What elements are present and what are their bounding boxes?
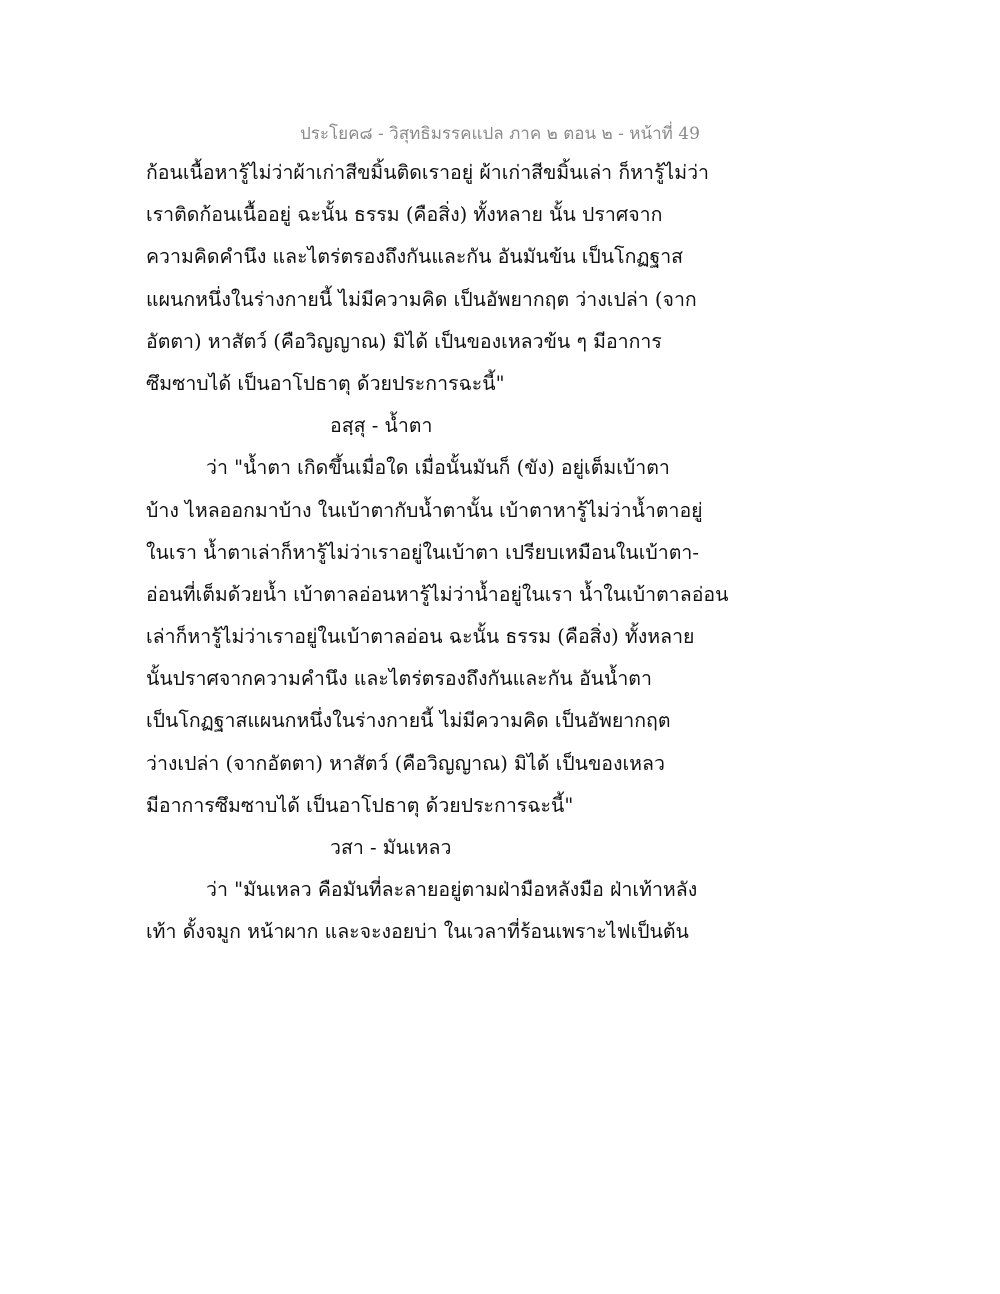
text-line: มีอาการซึมซาบได้ เป็นอาโปธาตุ ด้วยประการฉะนี้" xyxy=(146,793,574,817)
paragraph-tears xyxy=(146,447,729,827)
text-line: นั้นปราศจากความคำนึง และไตร่ตรองถึงกันและกัน อันน้ำตา xyxy=(146,667,652,691)
text-line: อัตตา) หาสัตว์ (คือวิญญาณ) มิได้ เป็นของเหลวข้น ๆ มีอาการ xyxy=(146,329,662,353)
text-line: ในเรา น้ำตาเล่าก็หารู้ไม่ว่าเราอยู่ในเบ้าตา เปรียบเหมือนในเบ้าตา- xyxy=(146,540,699,564)
text-line: ว่างเปล่า (จากอัตตา) หาสัตว์ (คือวิญญาณ) มิได้ เป็นของเหลว xyxy=(146,751,665,775)
text-line: เราติดก้อนเนื้ออยู่ ฉะนั้น ธรรม (คือสิ่ง) ทั้งหลาย นั้น ปราศจาก xyxy=(146,203,663,227)
page-body xyxy=(146,152,729,954)
section-heading-tears: อสฺสุ - น้ำตา xyxy=(330,414,433,438)
text-line: เล่าก็หารู้ไม่ว่าเราอยู่ในเบ้าตาลอ่อน ฉะนั้น ธรรม (คือสิ่ง) ทั้งหลาย xyxy=(146,625,695,649)
paragraph-grease xyxy=(146,869,726,953)
paragraph-fat-continuation xyxy=(146,152,726,405)
text-line: อ่อนที่เต็มด้วยน้ำ เบ้าตาลอ่อนหารู้ไม่ว่าน้ำอยู่ในเรา น้ำในเบ้าตาลอ่อน xyxy=(146,582,729,606)
text-line: ก้อนเนื้อหารู้ไม่ว่าผ้าเก่าสีขมิ้นติดเราอยู่ ผ้าเก่าสีขมิ้นเล่า ก็หารู้ไม่ว่า xyxy=(146,161,709,184)
text-line: ว่า "มันเหลว คือมันที่ละลายอยู่ตามฝ่ามือหลังมือ ฝ่าเท้าหลัง xyxy=(206,878,698,902)
text-line: ซึมซาบได้ เป็นอาโปธาตุ ด้วยประการฉะนี้" xyxy=(146,371,505,395)
running-header: ประโยค๘ - วิสุทธิมรรคแปล ภาค ๒ ตอน ๒ - หน้าที่ 49 xyxy=(300,124,700,144)
text-line: แผนกหนึ่งในร่างกายนี้ ไม่มีความคิด เป็นอัพยากฤต ว่างเปล่า (จาก xyxy=(146,287,697,311)
section-heading-grease: วสา - มันเหลว xyxy=(330,836,452,859)
text-line: ว่า "น้ำตา เกิดขึ้นเมื่อใด เมื่อนั้นมันก็ (ขัง) อยู่เต็มเบ้าตา xyxy=(206,456,670,480)
text-line: เท้า ดั้งจมูก หน้าผาก และจะงอยบ่า ในเวลาที่ร้อนเพราะไฟเป็นต้น xyxy=(146,920,689,944)
text-line: เป็นโกฏฐาสแผนกหนึ่งในร่างกายนี้ ไม่มีความคิด เป็นอัพยากฤต xyxy=(146,709,671,733)
text-line: ความคิดคำนึง และไตร่ตรองถึงกันและกัน อันมันข้น เป็นโกฏฐาส xyxy=(146,245,684,269)
text-line: บ้าง ไหลออกมาบ้าง ในเบ้าตากับน้ำตานั้น เบ้าตาหารู้ไม่ว่าน้ำตาอยู่ xyxy=(146,498,703,522)
